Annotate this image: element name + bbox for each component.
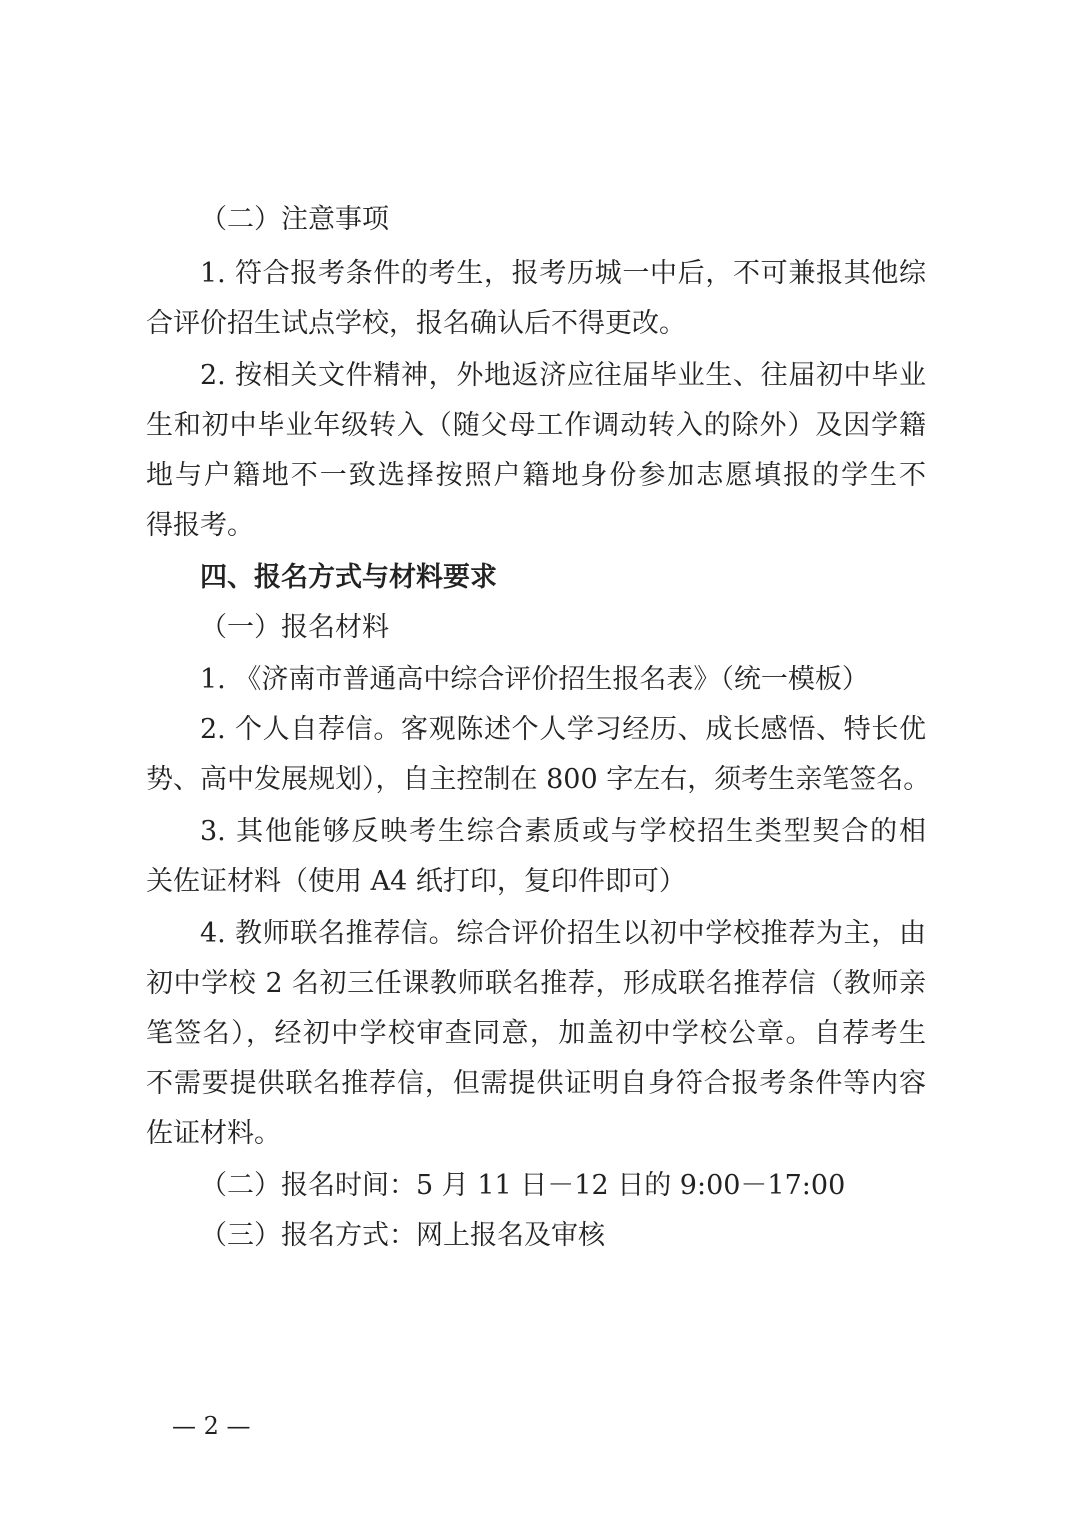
paragraph-line: 得报考。 (146, 510, 254, 541)
registration-time: （二）报名时间：5 月 11 日－12 日的 9:00－17:00 (200, 1170, 846, 1201)
page-number: — 2 — (172, 1412, 251, 1440)
paragraph-line: 3. 其他能够反映考生综合素质或与学校招生类型契合的相 (200, 816, 926, 847)
paragraph-line: 生和初中毕业年级转入（随父母工作调动转入的除外）及因学籍 (146, 410, 926, 441)
paragraph-line: 佐证材料。 (146, 1118, 281, 1149)
paragraph-line: 势、高中发展规划），自主控制在 800 字左右，须考生亲笔签名。 (146, 764, 931, 795)
list-item: 1. 《济南市普通高中综合评价招生报名表》（统一模板） (200, 664, 869, 695)
paragraph-line: 2. 个人自荐信。客观陈述个人学习经历、成长感悟、特长优 (200, 714, 926, 745)
paragraph-line: 合评价招生试点学校，报名确认后不得更改。 (146, 308, 686, 339)
registration-method: （三）报名方式：网上报名及审核 (200, 1220, 605, 1251)
paragraph-line: 笔签名），经初中学校审查同意，加盖初中学校公章。自荐考生 (146, 1018, 926, 1049)
paragraph-line: 关佐证材料（使用 A4 纸打印，复印件即可） (146, 866, 686, 897)
subsection-heading-materials: （一）报名材料 (200, 612, 389, 643)
paragraph-line: 2. 按相关文件精神，外地返济应往届毕业生、往届初中毕业 (200, 360, 926, 391)
paragraph-line: 初中学校 2 名初三任课教师联名推荐，形成联名推荐信（教师亲 (146, 968, 926, 999)
paragraph-line: 4. 教师联名推荐信。综合评价招生以初中学校推荐为主，由 (200, 918, 926, 949)
paragraph-line: 1. 符合报考条件的考生，报考历城一中后，不可兼报其他综 (200, 258, 926, 289)
paragraph-line: 地与户籍地不一致选择按照户籍地身份参加志愿填报的学生不 (146, 460, 926, 491)
paragraph-line: 不需要提供联名推荐信，但需提供证明自身符合报考条件等内容 (146, 1068, 926, 1099)
section-heading: 四、报名方式与材料要求 (200, 562, 497, 593)
subsection-heading-notes: （二）注意事项 (200, 204, 389, 235)
